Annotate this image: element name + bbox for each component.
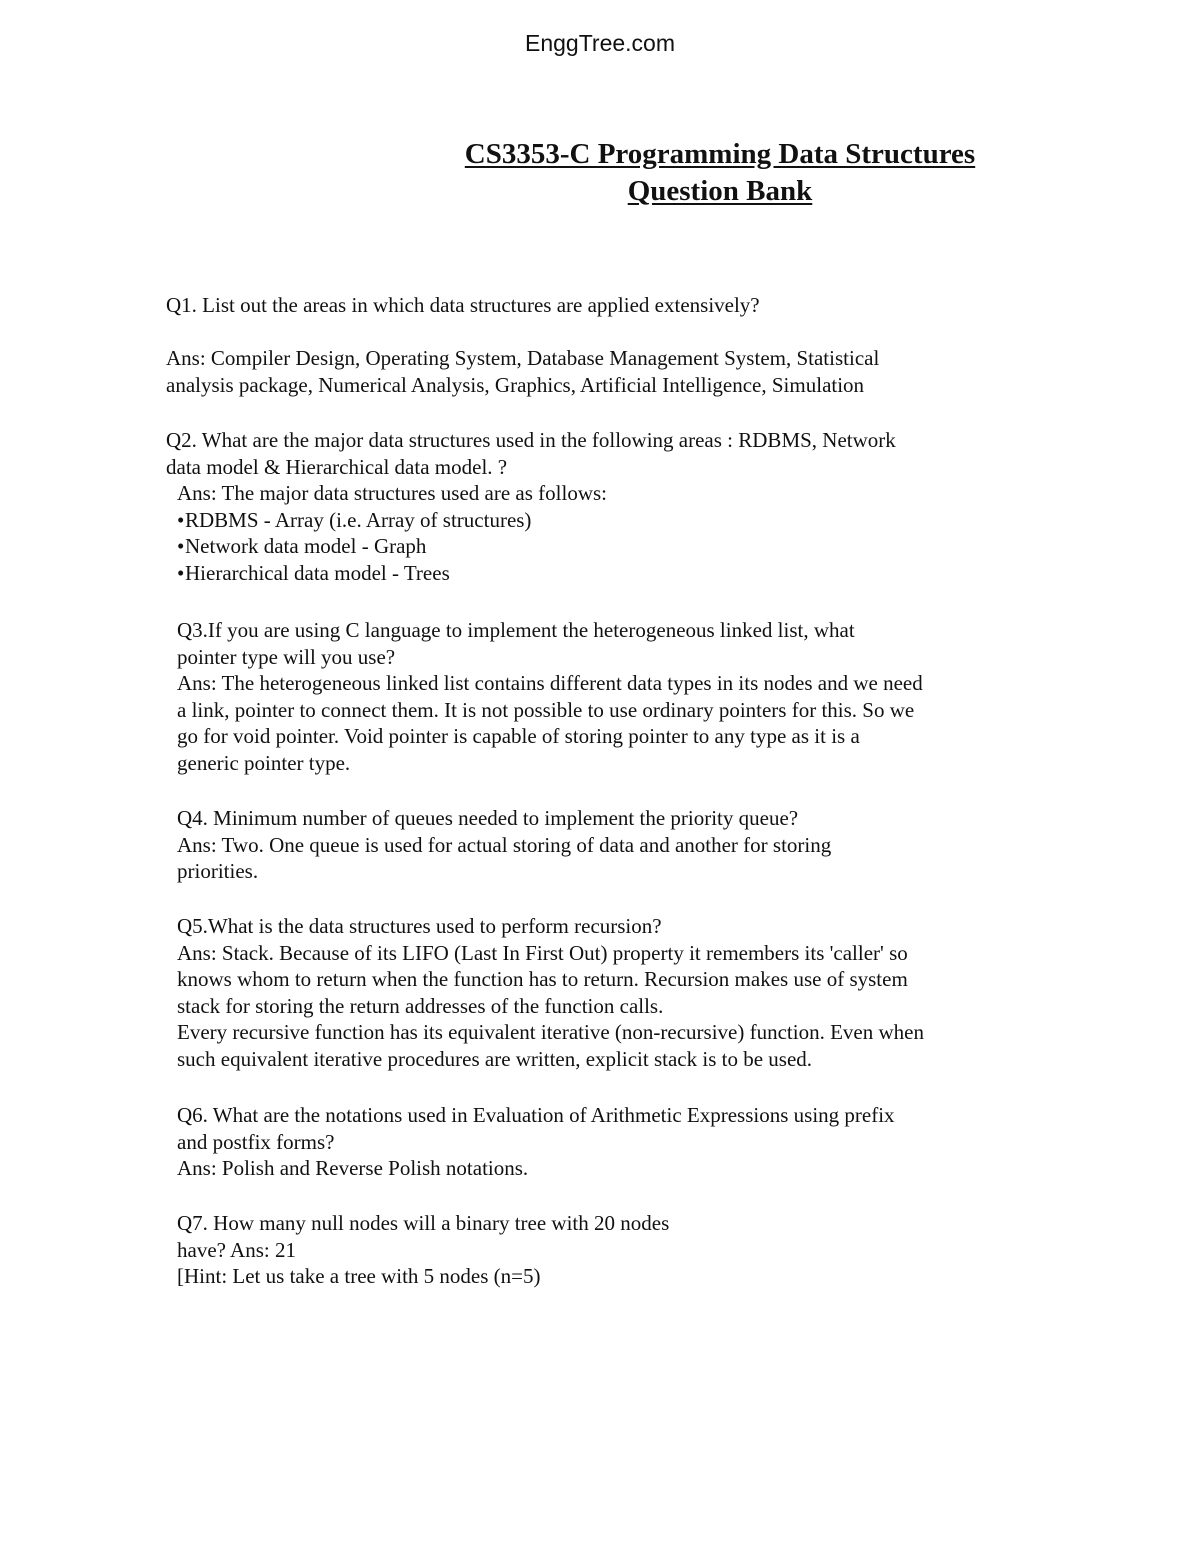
question-5-answer-line-5: such equivalent iterative procedures are written, explicit stack is to be used. bbox=[177, 1046, 813, 1071]
bullet-item-text: RDBMS - Array (i.e. Array of structures) bbox=[185, 507, 532, 532]
bullet-item bbox=[177, 560, 1046, 587]
bullet-icon: • bbox=[177, 560, 185, 585]
question-3-text-line-2: pointer type will you use? bbox=[177, 644, 396, 669]
bullet-item-text: Hierarchical data model - Trees bbox=[185, 560, 450, 585]
question-3-answer-line-2: a link, pointer to connect them. It is not possible to use ordinary pointers for this. So we bbox=[177, 697, 915, 722]
question-5-answer-line-4: Every recursive function has its equivalent iterative (non-recursive) function. Even when bbox=[177, 1020, 924, 1044]
question-7-text-line-1: Q7. How many null nodes will a binary tree with 20 nodes bbox=[177, 1211, 670, 1235]
question-4-answer-line-2: priorities. bbox=[177, 859, 259, 883]
question-5-answer-line-2: knows whom to return when the function has to return. Recursion makes use of system bbox=[177, 967, 908, 991]
question-3 bbox=[177, 617, 1037, 776]
question-5-text: Q5.What is the data structures used to perform recursion? bbox=[177, 914, 662, 938]
question-5-answer-line-1: Ans: Stack. Because of its LIFO (Last In First Out) property it remembers its 'caller' so bbox=[177, 940, 908, 965]
question-3-text-line-1: Q3.If you are using C language to implement the heterogeneous linked list, what bbox=[177, 618, 855, 642]
header-brand: EnggTree.com bbox=[525, 30, 675, 56]
question-7-hint: [Hint: Let us take a tree with 5 nodes (n=5) bbox=[177, 1264, 541, 1288]
title-line-1: CS3353-C Programming Data Structures bbox=[464, 138, 976, 170]
question-6-text-line-1: Q6. What are the notations used in Evaluation of Arithmetic Expressions using prefix bbox=[177, 1103, 895, 1127]
question-3-answer-line-3: go for void pointer. Void pointer is capable of storing pointer to any type as it is a bbox=[177, 724, 860, 748]
question-5 bbox=[177, 913, 1037, 1072]
title-line-2: Question Bank bbox=[627, 175, 813, 207]
question-4 bbox=[177, 805, 1037, 885]
question-1-answer-line-2: analysis package, Numerical Analysis, Graphics, Artificial Intelligence, Simulation bbox=[166, 372, 865, 397]
question-3-answer-line-1: Ans: The heterogeneous linked list contains different data types in its nodes and we need bbox=[177, 671, 923, 695]
bullet-item bbox=[177, 507, 1046, 534]
question-2-text-line-2: data model & Hierarchical data model. ? bbox=[166, 454, 508, 479]
bullet-icon: • bbox=[177, 507, 185, 532]
question-6-answer: Ans: Polish and Reverse Polish notations. bbox=[177, 1156, 529, 1180]
bullet-item-text: Network data model - Graph bbox=[185, 534, 427, 558]
question-2-answer bbox=[166, 480, 1046, 586]
question-7-text-line-2: have? Ans: 21 bbox=[177, 1237, 296, 1262]
question-6-text-line-2: and postfix forms? bbox=[177, 1129, 335, 1154]
question-6 bbox=[177, 1102, 1037, 1182]
question-1-answer-line-1: Ans: Compiler Design, Operating System, Database Management System, Statistical bbox=[166, 346, 880, 370]
question-2 bbox=[166, 427, 1046, 586]
question-1-text: Q1. List out the areas in which data structures are applied extensively? bbox=[166, 293, 760, 317]
question-7 bbox=[177, 1210, 1037, 1290]
bullet-item bbox=[177, 533, 1046, 560]
question-4-text: Q4. Minimum number of queues needed to implement the priority queue? bbox=[177, 806, 799, 830]
question-4-answer-line-1: Ans: Two. One queue is used for actual storing of data and another for storing bbox=[177, 832, 832, 857]
question-3-answer-line-4: generic pointer type. bbox=[177, 750, 351, 775]
bullet-icon: • bbox=[177, 534, 185, 558]
question-2-text-line-1: Q2. What are the major data structures used in the following areas : RDBMS, Network bbox=[166, 428, 896, 452]
page-title bbox=[340, 136, 1100, 210]
question-2-answer-intro: Ans: The major data structures used are as follows: bbox=[177, 481, 607, 505]
question-1 bbox=[166, 292, 1046, 398]
question-5-answer-line-3: stack for storing the return addresses of the function calls. bbox=[177, 993, 664, 1018]
